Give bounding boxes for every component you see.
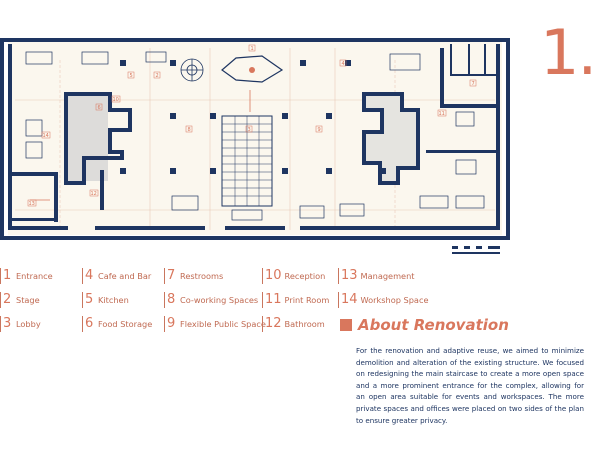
legend-item: [82, 290, 129, 310]
room-tag: 7: [471, 81, 475, 87]
room-tag: 14: [42, 133, 49, 139]
legend-label: Lobby: [16, 319, 41, 329]
legend-item: [82, 314, 152, 334]
legend-number: 12: [262, 316, 282, 332]
room-tag: 10: [112, 97, 119, 103]
legend-number: 4: [82, 268, 95, 284]
legend-number: 11: [262, 292, 282, 308]
legend-number: 5: [82, 292, 95, 308]
legend-number: 9: [164, 316, 177, 332]
legend-item: [262, 290, 329, 310]
legend-label: Cafe and Bar: [98, 271, 152, 281]
legend-label: Management: [360, 271, 415, 281]
legend-item: [0, 266, 53, 286]
legend-label: Workshop Space: [360, 295, 429, 305]
legend-item: [0, 314, 41, 334]
legend-label: Reception: [284, 271, 326, 281]
room-tag: 9: [317, 127, 321, 133]
room-tag: 6: [97, 105, 101, 111]
legend-item: [338, 266, 414, 286]
spiral-stair: [181, 59, 203, 81]
legend-item: [82, 266, 151, 286]
legend-label: Entrance: [16, 271, 53, 281]
legend-item: [0, 290, 40, 310]
about-paragraph: For the renovation and adaptive reuse, we aimed to minimize demolition and alteration of the existing structure. We focused on redesigning the main staircase to create a more open space and a more prominent entrance for the complex, allowing for an open area suitable for events and workspaces. The more private spaces and offices were placed on two sides of the plan to ensure greater privacy.: [356, 346, 584, 425]
room-tag: 5: [129, 73, 133, 79]
legend-label: Restrooms: [180, 271, 224, 281]
scale-bar: [452, 246, 500, 254]
legend-number: 2: [0, 292, 13, 308]
legend-item: [164, 290, 258, 310]
legend-item: [262, 266, 325, 286]
room-tag: 1: [250, 46, 254, 52]
legend-label: Stage: [16, 295, 40, 305]
legend-item: [164, 266, 223, 286]
legend-number: 14: [338, 292, 358, 308]
legend-label: Co-working Spaces: [180, 295, 259, 305]
room-tag: 3: [247, 127, 251, 133]
room-tag: 12: [90, 191, 97, 197]
room-tag: 2: [155, 73, 159, 79]
room-tag: 11: [438, 111, 445, 117]
legend-item: [338, 290, 429, 310]
legend-number: 13: [338, 268, 358, 284]
heading-square-icon: [340, 319, 352, 331]
room-tag: 8: [187, 127, 191, 133]
about-heading: [340, 316, 509, 334]
room-tag: 4: [341, 61, 345, 67]
legend-number: 1: [0, 268, 13, 284]
legend-number: 7: [164, 268, 177, 284]
legend-number: 3: [0, 316, 13, 332]
legend-label: Food Storage: [98, 319, 153, 329]
about-title: About Renovation: [358, 316, 509, 334]
legend-number: 6: [82, 316, 95, 332]
legend-number: 10: [262, 268, 282, 284]
legend-number: 8: [164, 292, 177, 308]
room-tag: 13: [28, 201, 35, 207]
legend-label: Flexible Public Space: [180, 319, 266, 329]
legend-label: Print Room: [284, 295, 330, 305]
legend-item: [164, 314, 266, 334]
legend-label: Kitchen: [98, 295, 129, 305]
legend-item: [262, 314, 325, 334]
page-number: 1.: [540, 16, 596, 89]
legend-label: Bathroom: [284, 319, 325, 329]
